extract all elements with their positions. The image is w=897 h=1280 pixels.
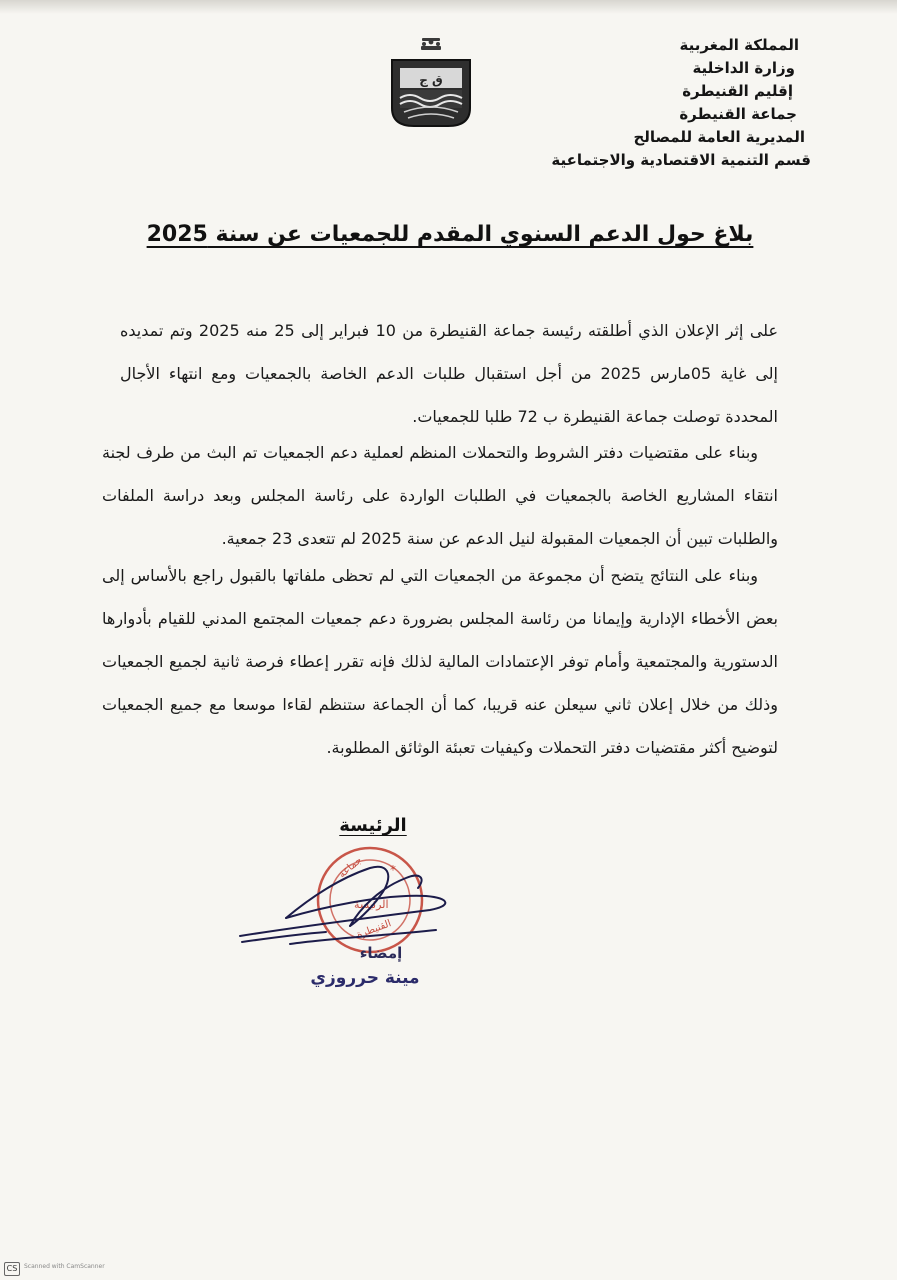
header-province: إقليم القنيطرة <box>682 82 793 100</box>
header-kingdom: المملكة المغربية <box>679 36 799 54</box>
signature-title: الرئيسة <box>339 815 407 836</box>
issuer-header <box>445 34 811 172</box>
header-division: قسم التنمية الاقتصادية والاجتماعية <box>551 151 811 169</box>
svg-text:الرئيسة: الرئيسة <box>354 898 389 911</box>
header-commune: جماعة القنيطرة <box>679 105 797 123</box>
body-paragraph-3: وبناء على النتائج يتضح أن مجموعة من الجمعيات التي لم تحظى ملفاتها بالقبول راجع بالأساس إلى بعض الأخطاء الإدارية وإيمانا من رئاسة المجلس بضرورة دعم جمعيات المجتمع المدني للقيام بأدوارها الدستورية والمجتمعية وأمام توفر الإعتمادات المالية لذلك فإنه تقرر إعطاء فرصة ثانية لجميع الجمعيات وذلك من خلال إعلان ثاني سيعلن عنه قريبا، كما أن الجماعة ستنظم لقاءا موسعا مع جميع الجمعيات لتوضيح أكثر مقتضيات دفتر التحملات وكيفيات تعبئة الوثائق المطلوبة. <box>102 566 778 757</box>
camscanner-icon: CS <box>4 1262 20 1276</box>
scanner-watermark-text: Scanned with CamScanner <box>24 1263 105 1270</box>
svg-text:جماعة: جماعة <box>336 854 365 881</box>
body-paragraph-2: وبناء على مقتضيات دفتر الشروط والتحملات المنظم لعملية دعم الجمعيات تم البث من طرف لجنة انتقاء المشاريع الخاصة بالجمعيات في الطلبات الواردة على رئاسة المجلس وبعد دراسة الملفات والطلبات تبين أن الجمعيات المقبولة لنيل الدعم عن سنة 2025 لم تتعدى 23 جمعية. <box>102 443 778 548</box>
svg-text:*: * <box>390 863 396 877</box>
header-ministry: وزارة الداخلية <box>692 59 795 77</box>
signatory-name: مينة حرروزي <box>310 968 420 988</box>
header-directorate: المديرية العامة للمصالح <box>633 128 805 146</box>
svg-text:ﻕ ﺝ: ﻕ ﺝ <box>419 73 443 87</box>
signature-role: إمضاء <box>359 944 403 962</box>
svg-text:القنيطرة: القنيطرة <box>355 918 393 941</box>
body-paragraph-1: على إثر الإعلان الذي أطلقته رئيسة جماعة القنيطرة من 10 فبراير إلى 25 منه 2025 وتم تمديده إلى غاية 05مارس 2025 من أجل استقبال طلبات الدعم الخاصة بالجمعيات ومع انتهاء الأجال المحددة توصلت جماعة القنيطرة ب 72 طلبا للجمعيات. <box>120 321 779 426</box>
document-title: بلاغ حول الدعم السنوي المقدم للجمعيات عن سنة 2025 <box>146 222 754 247</box>
scan-edge-shadow <box>0 0 897 14</box>
